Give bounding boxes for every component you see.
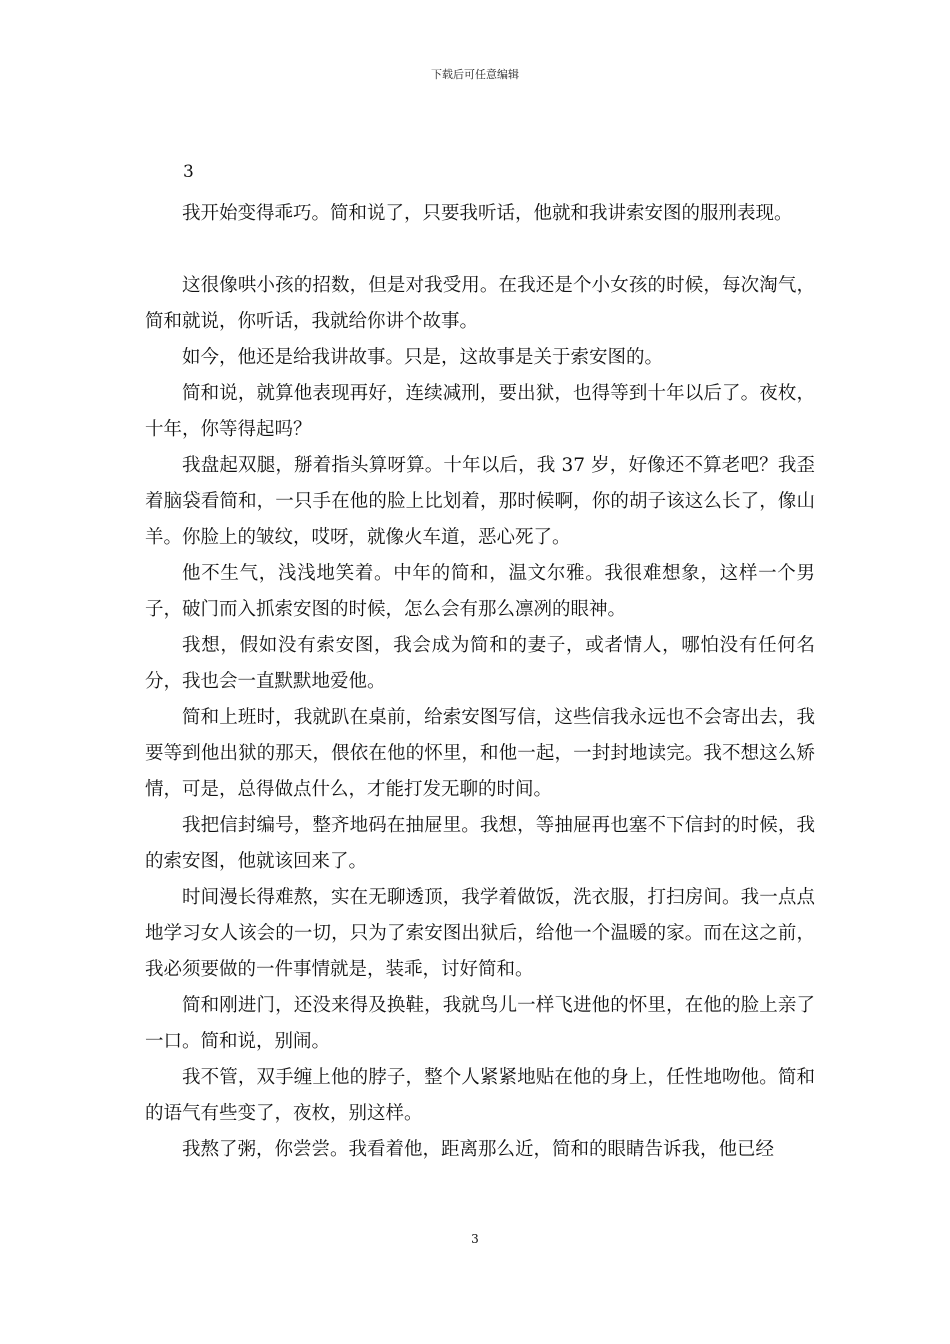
page-number: 3 — [471, 1232, 479, 1246]
paragraph: 简和说，就算他表现再好，连续减刑，要出狱，也得等到十年以后了。夜枚，十年，你等得起吗？ — [145, 383, 815, 440]
paragraph: 我熬了粥，你尝尝。我看着他，距离那么近，简和的眼睛告诉我，他已经 — [182, 1139, 775, 1160]
paragraph: 我开始变得乖巧。简和说了，只要我听话，他就和我讲索安图的服刑表现。 — [182, 203, 793, 224]
paragraph: 时间漫长得难熬，实在无聊透顶，我学着做饭，洗衣服，打扫房间。我一点点地学习女人该会的一切，只为了索安图出狱后，给他一个温暖的家。而在这之前，我必须要做的一件事情就是，装乖，讨好简和。 — [145, 887, 815, 980]
paragraph: 我盘起双腿，掰着指头算呀算。十年以后，我 37 岁，好像还不算老吧？我歪着脑袋看简和，一只手在他的脸上比划着，那时候啊，你的胡子该这么长了，像山羊。你脸上的皱纹，哎呀，就像火车道，恶心死了。 — [145, 455, 815, 548]
body-text — [145, 196, 815, 1168]
paragraph: 他不生气，浅浅地笑着。中年的简和，温文尔雅。我很难想象，这样一个男子，破门而入抓索安图的时候，怎么会有那么凛冽的眼神。 — [145, 563, 815, 620]
paragraph: 我不管，双手缠上他的脖子，整个人紧紧地贴在他的身上，任性地吻他。简和的语气有些变了，夜枚，别这样。 — [145, 1067, 815, 1124]
chapter-number: 3 — [183, 162, 194, 182]
paragraph: 我想，假如没有索安图，我会成为简和的妻子，或者情人，哪怕没有任何名分，我也会一直默默地爱他。 — [145, 635, 815, 692]
paragraph: 我把信封编号，整齐地码在抽屉里。我想，等抽屉再也塞不下信封的时候，我的索安图，他就该回来了。 — [145, 815, 815, 872]
page-header: 下载后可任意编辑 — [431, 68, 519, 81]
paragraph: 这很像哄小孩的招数，但是对我受用。在我还是个小女孩的时候，每次淘气，简和就说，你听话，我就给你讲个故事。 — [145, 275, 815, 332]
paragraph: 如今，他还是给我讲故事。只是，这故事是关于索安图的。 — [182, 347, 664, 368]
paragraph: 简和刚进门，还没来得及换鞋，我就鸟儿一样飞进他的怀里，在他的脸上亲了一口。简和说，别闹。 — [145, 995, 815, 1052]
paragraph: 简和上班时，我就趴在桌前，给索安图写信，这些信我永远也不会寄出去，我要等到他出狱的那天，偎依在他的怀里，和他一起，一封封地读完。我不想这么矫情，可是，总得做点什么，才能打发无聊的时间。 — [145, 707, 815, 800]
